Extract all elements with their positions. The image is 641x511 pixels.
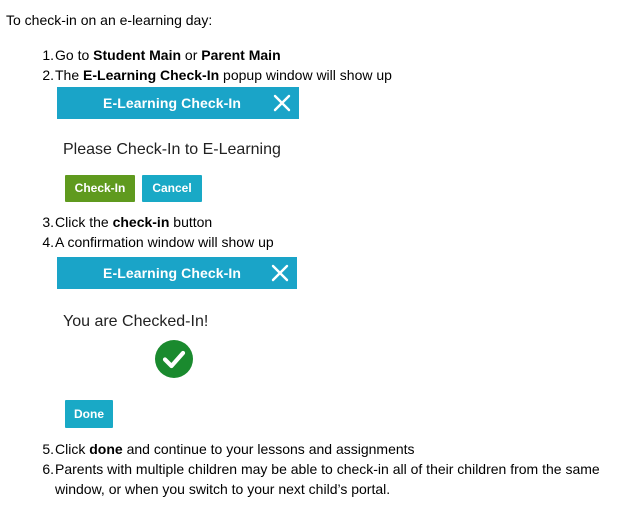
cancel-button[interactable]: Cancel [142, 175, 202, 202]
step-text [55, 47, 281, 64]
step-number: 5. [42, 441, 54, 457]
bold-text: E-Learning Check-In [83, 67, 220, 83]
text-run: A confirmation window will show up [55, 234, 274, 250]
step-text [55, 214, 212, 231]
step-text [55, 67, 392, 84]
check-circle-icon [155, 340, 193, 378]
step-text [55, 441, 415, 458]
bold-text: done [89, 441, 123, 457]
text-run: The [55, 67, 84, 83]
step-number: 4. [42, 234, 54, 250]
checkin-popup-header [57, 87, 299, 119]
bold-text: check-in [112, 214, 170, 230]
close-icon[interactable] [271, 92, 293, 114]
step-text [55, 234, 274, 251]
step-number: 1. [42, 47, 54, 63]
step-text-line-1: Parents with multiple children may be able to check-in all of their children from the same [55, 461, 600, 477]
confirmation-message: You are Checked-In! [63, 313, 209, 330]
step-text-line-2: window, or when you switch to your next child’s portal. [55, 481, 391, 497]
text-run: button [169, 214, 213, 230]
text-run: or [181, 47, 202, 63]
popup-title: E-Learning Check-In [103, 95, 242, 111]
intro-text: To check-in on an e-learning day: [6, 12, 213, 28]
close-icon[interactable] [269, 262, 291, 284]
text-run: popup window will show up [219, 67, 392, 83]
step-number: 6. [42, 461, 54, 477]
text-run: and continue to your lessons and assignments [122, 441, 415, 457]
checkin-button[interactable]: Check-In [65, 175, 135, 202]
popup-title: E-Learning Check-In [103, 265, 242, 281]
text-run: Click the [55, 214, 113, 230]
bold-text: Student Main [93, 47, 182, 63]
confirmation-popup-header [57, 257, 297, 289]
bold-text: Parent Main [201, 47, 281, 63]
text-run: Go to [55, 47, 94, 63]
text-run: Click [55, 441, 90, 457]
step-number: 3. [42, 214, 54, 230]
step-number: 2. [42, 67, 54, 83]
done-button[interactable]: Done [65, 400, 113, 428]
checkin-popup-message: Please Check-In to E-Learning [63, 141, 281, 158]
